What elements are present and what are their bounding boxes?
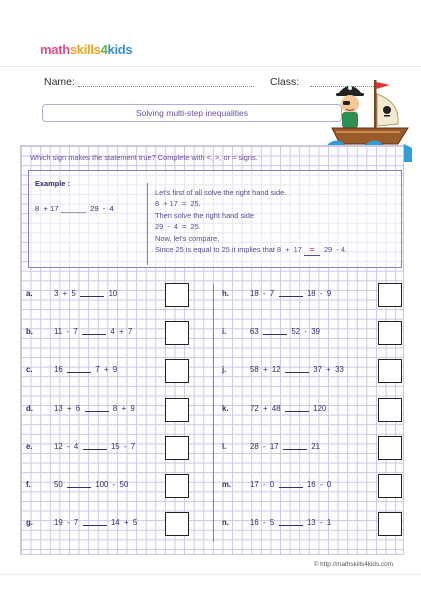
problem-row <box>26 436 206 458</box>
answer-box[interactable] <box>165 359 189 383</box>
expression-right: 100 - 50 <box>95 480 129 489</box>
problem-row <box>222 321 402 343</box>
header-divider <box>0 66 421 67</box>
expression-right: 120 <box>313 403 327 413</box>
problem-row <box>222 398 402 420</box>
problem-row <box>222 512 402 534</box>
problem-expression <box>54 518 137 527</box>
instructions: Which sign makes the statement true? Complete with <, >, or = signs. <box>30 153 258 162</box>
example-conclusion <box>155 244 400 256</box>
copyright-text: © http://mathskills4kids.com <box>313 561 393 568</box>
problem-letter: e. <box>26 441 33 451</box>
expression-left: 16 - 5 <box>250 518 275 528</box>
sign-blank[interactable] <box>263 334 287 335</box>
sign-blank[interactable] <box>279 296 303 297</box>
sign-blank[interactable] <box>82 334 106 335</box>
problem-row <box>26 512 206 534</box>
problem-row <box>26 283 206 305</box>
expression-right: 52 - 39 <box>291 327 320 337</box>
example-statement: 8 + 17 ______ 29 - 4 <box>35 204 114 213</box>
answer-box[interactable] <box>378 321 402 345</box>
example-label: Example : <box>35 179 70 188</box>
sign-blank[interactable] <box>285 372 309 373</box>
problem-letter: b. <box>26 327 33 337</box>
example-box <box>28 170 402 268</box>
logo-text-4: 4 <box>100 42 108 57</box>
problem-row <box>222 359 402 381</box>
expression-right: 14 + 5 <box>110 518 138 528</box>
example-divider <box>147 183 148 265</box>
problem-expression <box>54 289 117 298</box>
expression-left: 17 - 0 <box>250 480 275 489</box>
problem-letter: n. <box>222 518 229 528</box>
problem-expression <box>250 365 344 374</box>
problem-expression <box>54 442 135 451</box>
sign-blank[interactable] <box>83 449 107 450</box>
answer-box[interactable] <box>378 512 402 536</box>
problem-row <box>222 474 402 496</box>
problem-letter: l. <box>222 441 227 451</box>
mathskills4kids-logo <box>40 41 132 57</box>
expression-right: 15 - 7 <box>110 441 136 451</box>
expression-right: 8 + 9 <box>112 403 135 413</box>
expression-right: 4 + 7 <box>110 327 133 337</box>
footer-divider <box>0 574 421 575</box>
problem-expression <box>54 327 132 336</box>
problem-expression <box>250 442 320 451</box>
problem-letter: h. <box>222 289 229 298</box>
problem-letter: m. <box>222 480 232 489</box>
answer-box[interactable] <box>378 474 402 498</box>
name-field[interactable] <box>78 86 254 87</box>
answer-box[interactable] <box>378 398 402 422</box>
expression-left: 63 <box>250 327 259 337</box>
problem-row <box>222 283 402 305</box>
expression-left: 19 - 7 <box>54 518 79 528</box>
problem-expression <box>54 404 135 413</box>
sign-blank[interactable] <box>279 525 303 526</box>
expression-left: 12 - 4 <box>54 441 79 451</box>
sign-blank[interactable] <box>80 296 104 297</box>
problem-row <box>26 359 206 381</box>
expression-right: 13 - 1 <box>306 518 332 528</box>
problem-expression <box>54 480 128 489</box>
expression-left: 16 <box>54 365 63 375</box>
expression-right: 21 <box>311 441 320 451</box>
class-label: Class: <box>270 76 300 88</box>
logo-text-skills: skills <box>69 42 101 57</box>
problem-expression <box>250 327 320 336</box>
sign-blank[interactable] <box>285 411 309 412</box>
problem-row <box>222 436 402 458</box>
expression-right: 18 - 9 <box>306 289 332 298</box>
problem-letter: d. <box>26 403 33 413</box>
expression-left: 3 + 5 <box>54 289 76 298</box>
problem-letter: g. <box>26 518 33 528</box>
answer-box[interactable] <box>165 474 189 498</box>
problem-expression <box>54 365 117 374</box>
expression-left: 13 + 6 <box>54 403 81 413</box>
sign-blank[interactable] <box>67 487 91 488</box>
problem-letter: i. <box>222 327 227 337</box>
expression-left: 50 <box>54 480 63 489</box>
expression-left: 18 - 7 <box>250 289 275 298</box>
sign-blank[interactable] <box>283 449 307 450</box>
problem-expression <box>250 404 326 413</box>
conclusion-text-end: 29 - 4. <box>319 245 348 255</box>
conclusion-text: Since 25 is equal to 25 it implies that 8 + 17 <box>155 245 304 255</box>
example-explanation <box>155 187 400 256</box>
answer-box[interactable] <box>165 321 189 345</box>
example-answer-sign: = <box>304 244 320 256</box>
expression-left: 72 + 48 <box>250 403 281 413</box>
sign-blank[interactable] <box>279 487 303 488</box>
problem-expression <box>250 518 331 527</box>
expression-right: 16 - 0 <box>306 480 332 489</box>
expression-left: 11 - 7 <box>54 327 78 337</box>
example-line: Then solve the right hand side <box>155 210 255 220</box>
answer-box[interactable] <box>165 512 189 536</box>
expression-right: 37 + 33 <box>313 365 344 375</box>
problem-letter: k. <box>222 403 229 413</box>
name-label: Name: <box>44 76 75 88</box>
problem-row <box>26 398 206 420</box>
problem-row <box>26 474 206 496</box>
example-line: Let's first of all solve the right hand side. <box>155 188 287 197</box>
problem-letter: c. <box>26 365 33 375</box>
problem-letter: f. <box>26 480 31 489</box>
answer-box[interactable] <box>378 359 402 383</box>
problem-row <box>26 321 206 343</box>
answer-box[interactable] <box>378 283 402 307</box>
answer-box[interactable] <box>378 436 402 460</box>
problem-letter: a. <box>26 289 33 298</box>
worksheet-title: Solving multi-step inequalities <box>42 104 342 122</box>
answer-box[interactable] <box>165 398 189 422</box>
sign-blank[interactable] <box>83 525 107 526</box>
problem-expression <box>250 480 331 489</box>
example-line: 29 - 4 = 25. <box>155 222 201 232</box>
sign-blank[interactable] <box>67 372 91 373</box>
problem-letter: j. <box>222 365 227 375</box>
answer-box[interactable] <box>165 283 189 307</box>
column-divider <box>213 284 214 542</box>
logo-text-math: math <box>40 42 70 57</box>
logo-text-kids: kids <box>107 42 133 57</box>
answer-box[interactable] <box>165 436 189 460</box>
expression-right: 7 + 9 <box>95 365 118 375</box>
expression-right: 10 <box>108 289 118 298</box>
example-line: 8 + 17 = 25. <box>155 199 201 209</box>
problem-expression <box>250 289 331 298</box>
example-line: Now, let's compare, <box>155 233 220 243</box>
sign-blank[interactable] <box>85 411 109 412</box>
expression-left: 58 + 12 <box>250 365 281 375</box>
expression-left: 28 - 17 <box>250 441 279 451</box>
